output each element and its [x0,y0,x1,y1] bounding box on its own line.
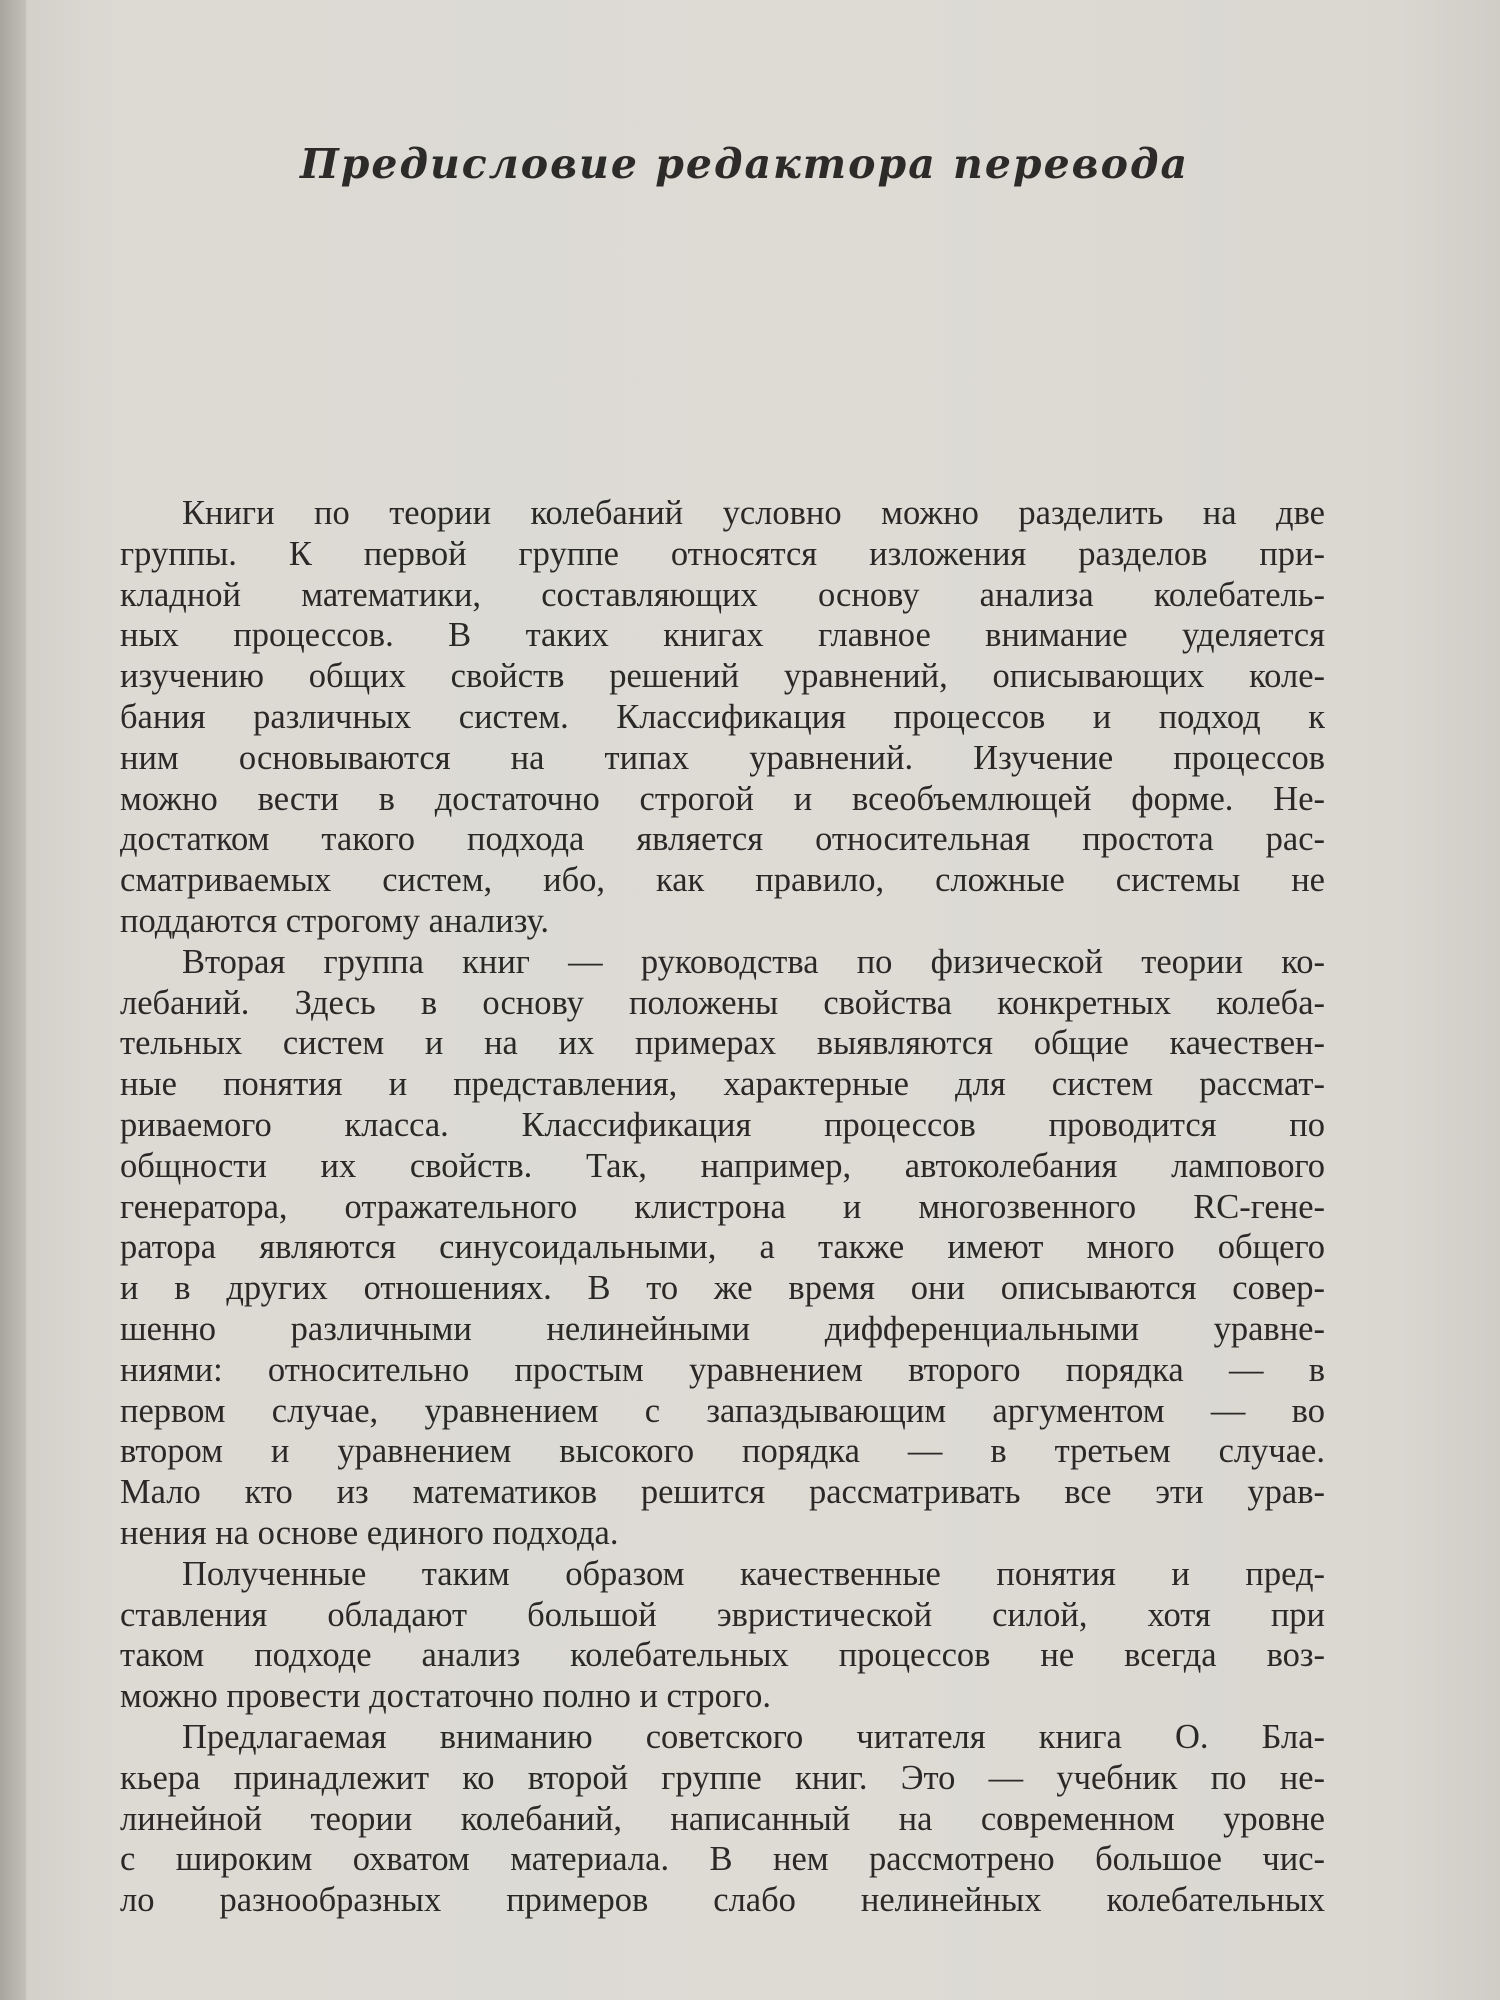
text-line: первом случае, уравнением с запаздывающим аргументом — во [120,1391,1325,1430]
text-line: таком подходе анализ колебательных процессов не всегда воз- [120,1636,1325,1675]
page-binding-edge [0,0,26,2000]
text-line: достатком такого подхода является относительная простота рас- [120,820,1325,859]
text-line: ных процессов. В таких книгах главное внимание уделяется [120,616,1325,655]
text-line: группы. К первой группе относятся изложения разделов при- [120,534,1325,573]
text-line: бания различных систем. Классификация процессов и подход к [120,697,1325,736]
paragraph [120,493,1325,942]
text-line: можно провести достаточно полно и строго. [120,1677,772,1716]
text-line: нения на основе единого подхода. [120,1513,619,1552]
text-line: тельных систем и на их примерах выявляются общие качествен- [120,1024,1325,1063]
text-line: втором и уравнением высокого порядка — в третьем случае. [120,1432,1325,1471]
text-line: Полученные таким образом качественные понятия и пред- [182,1554,1325,1593]
paragraph [120,1717,1325,1921]
text-line: ставления обладают большой эвристической силой, хотя при [120,1595,1325,1634]
text-line: поддаются строгому анализу. [120,901,550,940]
text-line: и в других отношениях. В то же время они описываются совер- [120,1269,1325,1308]
body-text [120,493,1325,1921]
page-title: Предисловие редактора перевода [300,140,1190,188]
text-line: ные понятия и представления, характерные для систем рассмат- [120,1065,1325,1104]
text-line: генератора, отражательного клистрона и многозвенного RC-гене- [120,1187,1325,1226]
text-line: лебаний. Здесь в основу положены свойства конкретных колеба- [120,983,1325,1022]
text-line: ло разнообразных примеров слабо нелинейных колебательных [120,1881,1325,1920]
text-line: кьера принадлежит ко второй группе книг. Это — учебник по не- [120,1758,1325,1797]
paragraph [120,1554,1325,1717]
text-line: сматриваемых систем, ибо, как правило, сложные системы не [120,861,1325,900]
text-line: шенно различными нелинейными дифференциальными уравне- [120,1309,1325,1348]
text-line: общности их свойств. Так, например, автоколебания лампового [120,1146,1325,1185]
text-line: можно вести в достаточно строгой и всеобъемлющей форме. Не- [120,779,1325,818]
paragraph [120,942,1325,1554]
text-line: с широким охватом материала. В нем рассмотрено большое чис- [120,1840,1325,1879]
text-line: ниями: относительно простым уравнением второго порядка — в [120,1350,1325,1389]
text-line: Мало кто из математиков решится рассматривать все эти урав- [120,1473,1325,1512]
text-line: ратора являются синусоидальными, а также имеют много общего [120,1228,1325,1267]
text-line: Книги по теории колебаний условно можно разделить на две [182,494,1325,532]
text-line: изучению общих свойств решений уравнений, описывающих коле- [120,657,1325,696]
text-line: кладной математики, составляющих основу анализа колебатель- [120,575,1325,614]
text-line: Предлагаемая вниманию советского читателя книга О. Бла- [182,1717,1325,1756]
text-line: риваемого класса. Классификация процессов проводится по [120,1105,1325,1144]
text-line: ним основываются на типах уравнений. Изучение процессов [120,738,1325,777]
text-line: линейной теории колебаний, написанный на современном уровне [120,1799,1325,1838]
text-line: Вторая группа книг — руководства по физической теории ко- [182,942,1325,981]
